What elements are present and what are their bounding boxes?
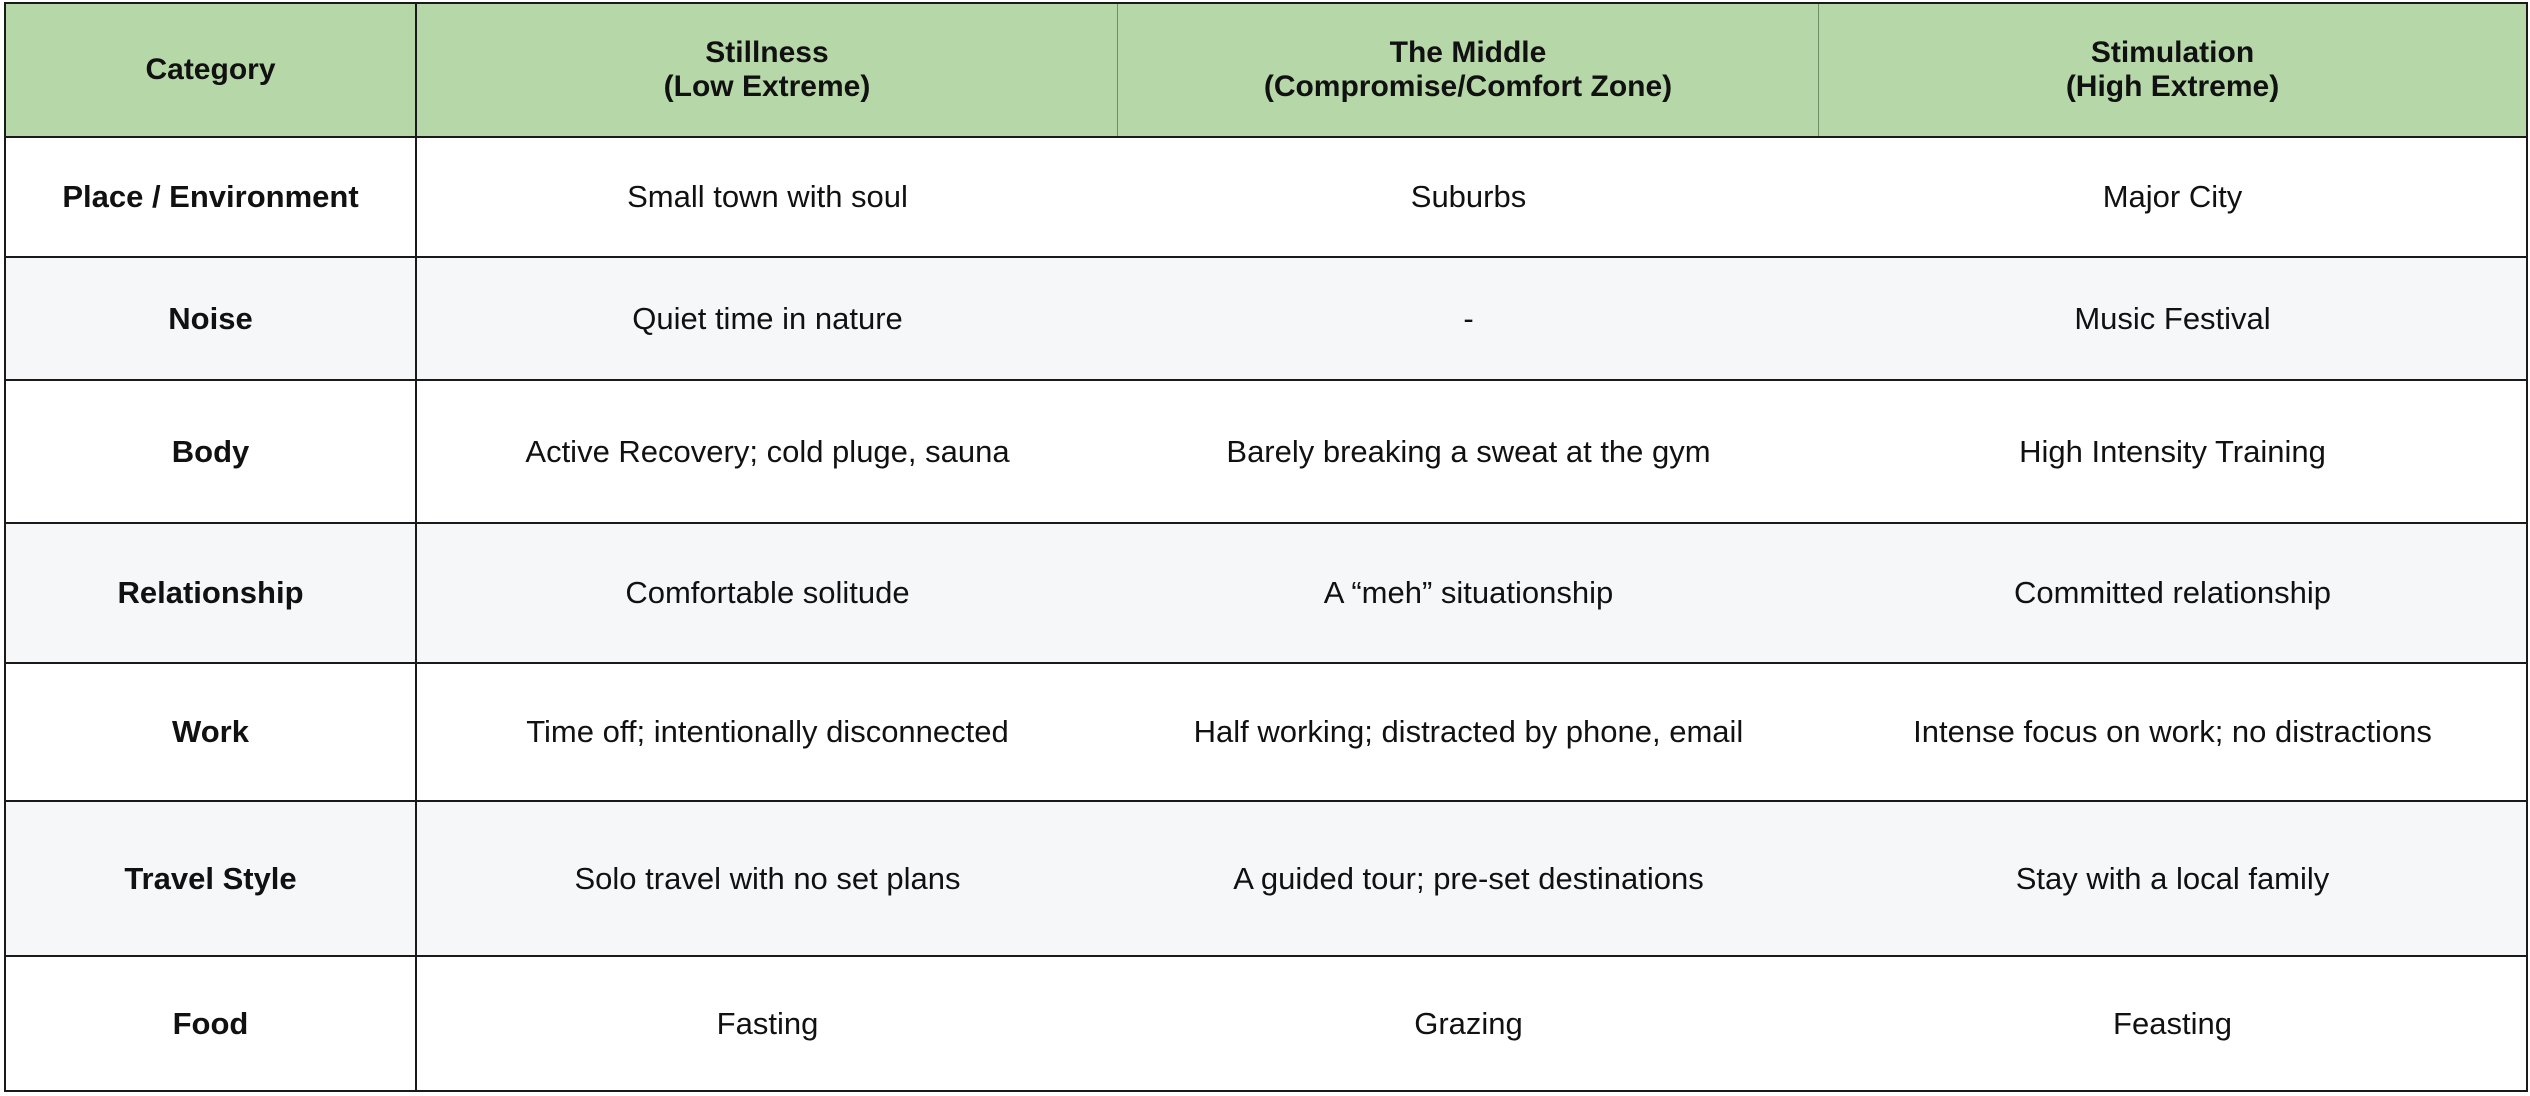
- cell-food-middle: Grazing: [1118, 955, 1819, 1090]
- cell-relationship-stillness: Comfortable solitude: [417, 522, 1118, 662]
- cell-body-stimulation: High Intensity Training: [1819, 379, 2526, 522]
- row-category-food: Food: [6, 955, 417, 1090]
- cell-work-middle: Half working; distracted by phone, email: [1118, 662, 1819, 800]
- cell-food-stimulation: Feasting: [1819, 955, 2526, 1090]
- row-category-work: Work: [6, 662, 417, 800]
- cell-food-stillness: Fasting: [417, 955, 1118, 1090]
- cell-place-stillness: Small town with soul: [417, 136, 1118, 256]
- header-middle: [1118, 4, 1819, 136]
- header-stimulation-title: Stimulation: [2090, 35, 2255, 69]
- header-middle-title: The Middle: [1389, 35, 1547, 69]
- cell-relationship-stimulation: Committed relationship: [1819, 522, 2526, 662]
- cell-noise-stimulation: Music Festival: [1819, 256, 2526, 379]
- cell-body-stillness: Active Recovery; cold pluge, sauna: [417, 379, 1118, 522]
- row-category-noise: Noise: [6, 256, 417, 379]
- header-stillness-title: Stillness: [705, 35, 829, 69]
- comparison-table: [4, 2, 2528, 1092]
- header-middle-subtitle: (Compromise/Comfort Zone): [1263, 70, 1673, 103]
- cell-relationship-middle: A “meh” situationship: [1118, 522, 1819, 662]
- row-category-body: Body: [6, 379, 417, 522]
- header-stillness: [417, 4, 1118, 136]
- header-category-label: Category: [145, 52, 276, 86]
- cell-noise-middle: -: [1118, 256, 1819, 379]
- header-stillness-subtitle: (Low Extreme): [663, 70, 871, 103]
- cell-travel-stillness: Solo travel with no set plans: [417, 800, 1118, 955]
- header-stimulation-subtitle: (High Extreme): [2065, 70, 2280, 103]
- cell-work-stillness: Time off; intentionally disconnected: [417, 662, 1118, 800]
- cell-travel-middle: A guided tour; pre-set destinations: [1118, 800, 1819, 955]
- row-category-place: Place / Environment: [6, 136, 417, 256]
- cell-place-middle: Suburbs: [1118, 136, 1819, 256]
- header-stimulation: [1819, 4, 2526, 136]
- cell-travel-stimulation: Stay with a local family: [1819, 800, 2526, 955]
- header-category: [6, 4, 417, 136]
- cell-place-stimulation: Major City: [1819, 136, 2526, 256]
- row-category-travel: Travel Style: [6, 800, 417, 955]
- row-category-relationship: Relationship: [6, 522, 417, 662]
- cell-noise-stillness: Quiet time in nature: [417, 256, 1118, 379]
- cell-body-middle: Barely breaking a sweat at the gym: [1118, 379, 1819, 522]
- cell-work-stimulation: Intense focus on work; no distractions: [1819, 662, 2526, 800]
